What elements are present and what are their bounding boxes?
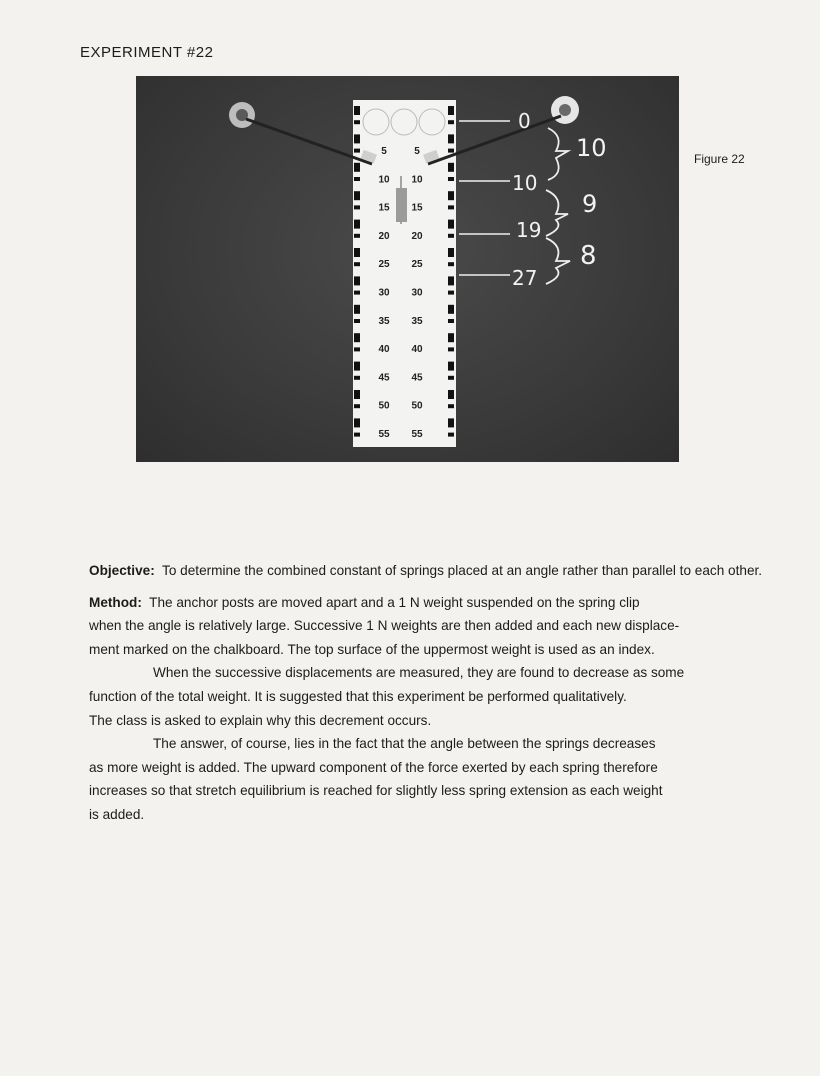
ruler-right-label: 40 [411, 344, 423, 356]
ruler-right-label: 55 [411, 429, 423, 440]
ruler-right-label: 30 [411, 287, 423, 299]
ruler-edge-block [354, 248, 360, 257]
ruler-right-label: 45 [411, 372, 423, 384]
body-text [89, 559, 769, 827]
chalk-difference-9: 9 [582, 190, 598, 218]
ruler-edge-block [354, 319, 360, 323]
chalk-difference-10: 10 [576, 134, 607, 162]
ruler-edge-block [448, 205, 454, 209]
ruler-left-label: 45 [378, 372, 390, 384]
ruler-edge-block [354, 404, 360, 408]
ruler-edge-block [354, 163, 360, 172]
method-line: increases so that stretch equilibrium is reached for slightly less spring extension as each weight [89, 783, 663, 799]
ruler-left-label: 40 [378, 344, 390, 356]
objective-label: Objective: [89, 563, 155, 578]
ruler-edge-block [354, 291, 360, 295]
ruler-right-label: 5 [414, 146, 420, 157]
method-paragraph-2-cont [89, 685, 769, 732]
ruler-left-label: 50 [378, 400, 390, 412]
ruler-edge-block [354, 120, 360, 124]
objective-text: To determine the combined constant of springs placed at an angle rather than parallel to each other. [162, 563, 763, 578]
chalk-mark-19: 19 [516, 218, 542, 242]
ruler-edge-block [354, 305, 360, 314]
ruler-edge-block [448, 404, 454, 408]
ruler-edge-block [448, 234, 454, 238]
ruler-edge-block [448, 163, 454, 172]
objective-paragraph [89, 559, 769, 583]
method-paragraph-2 [89, 661, 769, 685]
ruler-edge-block [354, 390, 360, 399]
ruler-right-label: 35 [411, 315, 423, 327]
photo-drawing [136, 76, 679, 462]
chalk-difference-8: 8 [580, 241, 597, 271]
ruler-right-label: 10 [411, 174, 423, 186]
method-line: The answer, of course, lies in the fact that the angle between the springs decreases [153, 736, 656, 752]
ruler-edge-block [448, 262, 454, 266]
ruler-edge-block [448, 220, 454, 229]
ruler-edge-block [448, 134, 454, 143]
ruler-edge-block [448, 390, 454, 399]
chalk-brace [546, 238, 570, 284]
method-line: when the angle is relatively large. Successive 1 N weights are then added and each new displace- [89, 618, 680, 634]
experiment-photo [136, 76, 679, 462]
ruler-left-label: 10 [378, 174, 390, 186]
ruler-edge-block [354, 220, 360, 229]
method-line: The anchor posts are moved apart and a 1 N weight suspended on the spring clip [149, 594, 640, 610]
chalk-mark-10: 10 [512, 171, 538, 195]
ruler-edge-block [448, 362, 454, 371]
ruler-edge-block [354, 191, 360, 200]
ruler-edge-block [448, 433, 454, 437]
ruler-edge-block [448, 418, 454, 427]
method-label: Method: [89, 594, 142, 610]
weight [396, 188, 407, 222]
method-line: The class is asked to explain why this decrement occurs. [89, 712, 432, 728]
ruler-left-label: 20 [378, 230, 390, 242]
ruler-edge-block [354, 376, 360, 380]
ruler-edge-block [448, 248, 454, 257]
ruler-left-label: 25 [378, 259, 390, 271]
ruler-left-label: 30 [378, 287, 390, 299]
ruler-edge-block [354, 234, 360, 238]
ruler-edge-block [448, 106, 454, 115]
ruler-edge-block [354, 433, 360, 437]
ruler-edge-block [354, 362, 360, 371]
ruler-edge-block [448, 276, 454, 285]
chalk-brace [548, 128, 568, 180]
ruler-edge-block [354, 205, 360, 209]
ruler-right-label: 50 [411, 400, 423, 412]
ruler-right-label: 20 [411, 230, 423, 242]
ruler-edge-block [448, 120, 454, 124]
page-title: EXPERIMENT #22 [80, 44, 214, 61]
ruler-edge-block [448, 177, 454, 181]
ruler-left-label: 5 [381, 146, 387, 157]
ruler-edge-block [354, 347, 360, 351]
ruler-edge-block [354, 333, 360, 342]
ruler-edge-block [448, 333, 454, 342]
ruler-edge-block [354, 418, 360, 427]
ruler-left-label: 35 [378, 315, 390, 327]
ruler-edge-block [448, 291, 454, 295]
method-paragraph [89, 591, 769, 662]
ruler-left-label: 55 [378, 429, 390, 440]
method-paragraph-3-cont [89, 756, 769, 827]
ruler-edge-block [354, 134, 360, 143]
ruler-edge-block [448, 376, 454, 380]
ruler-edge-block [354, 149, 360, 153]
method-line: is added. [89, 806, 145, 822]
ruler-edge-block [448, 347, 454, 351]
right-anchor-post-center [559, 104, 571, 116]
ruler-edge-block [448, 305, 454, 314]
ruler-edge-block [354, 106, 360, 115]
ruler-right-label: 15 [411, 202, 423, 214]
chalk-brace [546, 190, 568, 236]
ruler-left-label: 15 [378, 202, 390, 214]
method-line: as more weight is added. The upward component of the force exerted by each spring therefore [89, 759, 658, 775]
ruler-edge-block [448, 149, 454, 153]
figure-caption: Figure 22 [694, 152, 745, 166]
ruler-edge-block [354, 262, 360, 266]
chalk-mark-0: 0 [518, 109, 531, 133]
method-paragraph-3 [89, 732, 769, 756]
ruler-edge-block [354, 276, 360, 285]
ruler-edge-block [448, 191, 454, 200]
method-line: function of the total weight. It is suggested that this experiment be performed qualitatively. [89, 688, 627, 704]
ruler-edge-block [354, 177, 360, 181]
ruler-edge-block [448, 319, 454, 323]
method-line: When the successive displacements are measured, they are found to decrease as some [153, 665, 685, 681]
method-line: ment marked on the chalkboard. The top surface of the uppermost weight is used as an index. [89, 641, 655, 657]
ruler-right-label: 25 [411, 259, 423, 271]
chalk-mark-27: 27 [512, 266, 538, 290]
